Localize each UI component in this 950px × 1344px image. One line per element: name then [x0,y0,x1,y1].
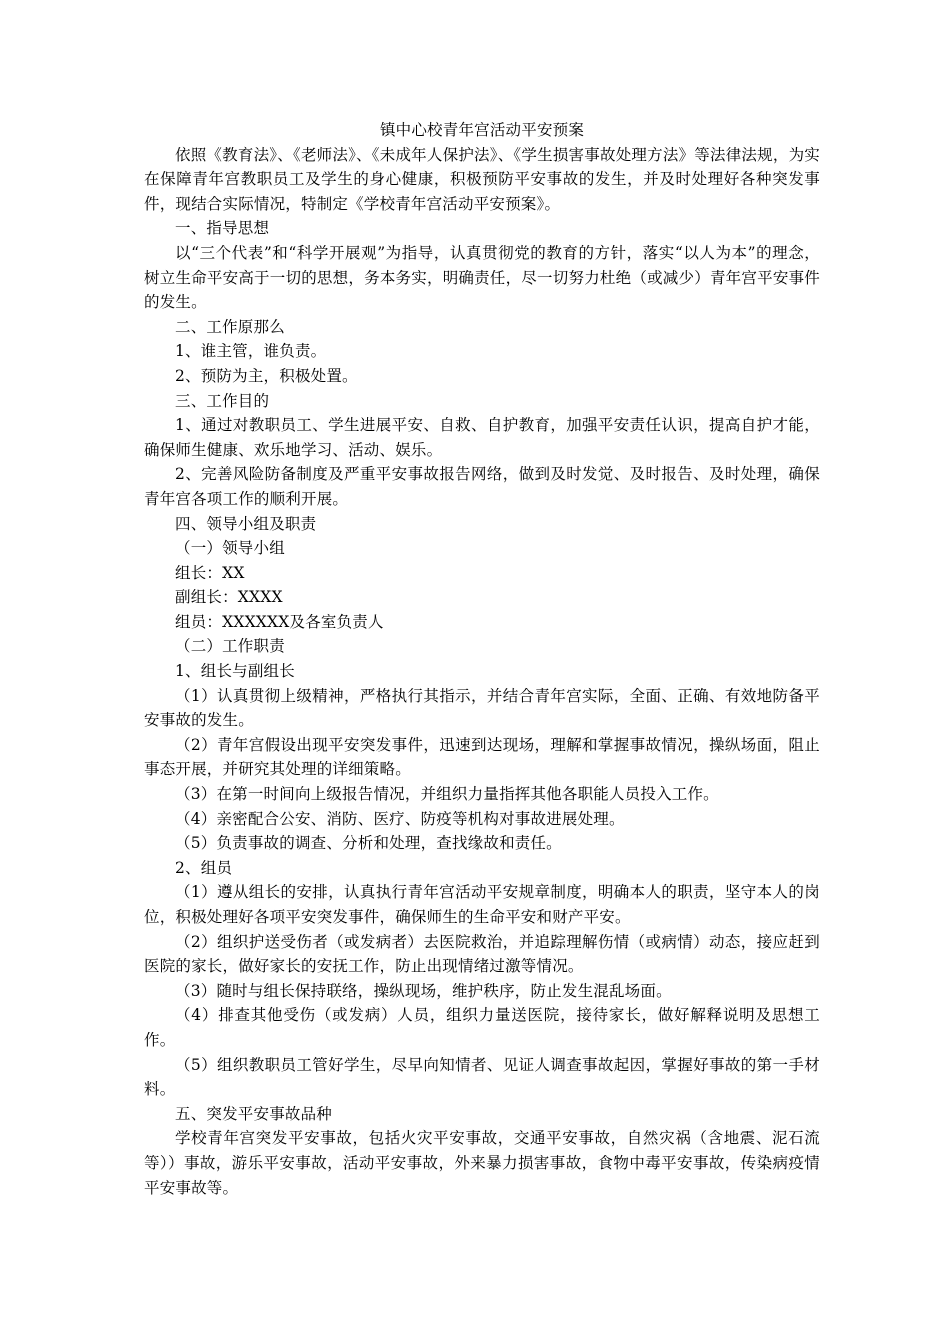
section-heading-leadership: 四、领导小组及职责 [175,514,317,533]
subsection-heading-duties: （二）工作职责 [175,637,285,656]
goal-paragraph: 1、通过对教职员工、学生进展平安、自救、自护教育，加强平安责任认识，提高自护才能，确保师生健康、欢乐地学习、活动、娱乐。 [144,416,820,459]
group-members-line: 组员：XXXXXX及各室负责人 [175,612,384,631]
duty-paragraph: （2）组织护送受伤者（或发病者）去医院救治，并追踪理解伤情（或病情）动态，接应赶到医院的家长，做好家长的安抚工作，防止出现情绪过激等情况。 [144,932,820,976]
duties-heading-members: 2、组员 [175,858,233,877]
duty-line: （3）在第一时间向上级报告情况，并组织力量指挥其他各职能人员投入工作。 [175,785,719,804]
duty-paragraph: （5）组织教职员工管好学生，尽早向知情者、见证人调查事故起因，掌握好事故的第一手材料。 [144,1055,820,1099]
duty-line: （5）负责事故的调查、分析和处理，查找缘故和责任。 [175,834,562,853]
guiding-thought-paragraph: 以“三个代表”和“科学开展观”为指导，认真贯彻党的教育的方针，落实“以人为本”的理念，树立生命平安高于一切的思想，务本务实，明确责任，尽一切努力杜绝（或减少）青年宫平安事件的发生。 [144,243,820,312]
duty-paragraph: （4）排查其他受伤（或发病）人员，组织力量送医院，接待家长，做好解释说明及思想工作。 [144,1006,820,1049]
group-leader-line: 组长：XX [175,563,245,582]
deputy-leader-line: 副组长：XXXX [175,588,283,607]
duty-line: （3）随时与组长保持联络，操纵现场，维护秩序，防止发生混乱场面。 [175,981,672,1000]
section-heading-incident-types: 五、突发平安事故品种 [175,1104,333,1123]
principle-item: 2、预防为主，积极处置。 [175,366,358,385]
duties-heading-leaders: 1、组长与副组长 [175,662,295,681]
duty-paragraph: （2）青年宫假设出现平安突发事件，迅速到达现场，理解和掌握事故情况，操纵场面，阻止事态开展，并研究其处理的详细策略。 [144,735,820,779]
incident-types-paragraph: 学校青年宫突发平安事故，包括火灾平安事故，交通平安事故，自然灾祸（含地震、泥石流等））事故，游乐平安事故，活动平安事故，外来暴力损害事故，食物中毒平安事故，传染病疫情平安事故等。 [144,1129,820,1197]
section-heading-guiding-thought: 一、指导思想 [175,219,270,238]
section-heading-work-principle: 二、工作原那么 [175,317,285,336]
intro-paragraph: 依照《教育法》、《老师法》、《未成年人保护法》、《学生损害事故处理方法》等法律法规，为实在保障青年宫教职员工及学生的身心健康，积极预防平安事故的发生，并及时处理好各种突发事件，现结合实际情况，特制定《学校青年宫活动平安预案》。 [144,145,820,213]
document-title: 镇中心校青年宫活动平安预案 [379,121,585,139]
duty-paragraph: （1）认真贯彻上级精神，严格执行其指示，并结合青年宫实际，全面、正确、有效地防备平安事故的发生。 [144,686,820,730]
goal-paragraph: 2、完善风险防备制度及严重平安事故报告网络，做到及时发觉、及时报告、及时处理，确保青年宫各项工作的顺利开展。 [144,465,820,508]
document-page [144,118,820,1200]
principle-item: 1、谁主管，谁负责。 [175,342,327,361]
section-heading-work-goal: 三、工作目的 [175,391,270,410]
subsection-heading-leadership-group: （一）领导小组 [175,539,285,558]
duty-line: （4）亲密配合公安、消防、医疗、防疫等机构对事故进展处理。 [175,809,625,828]
duty-paragraph: （1）遵从组长的安排，认真执行青年宫活动平安规章制度，明确本人的职责，坚守本人的岗位，积极处理好各项平安突发事件，确保师生的生命平安和财产平安。 [144,883,820,926]
